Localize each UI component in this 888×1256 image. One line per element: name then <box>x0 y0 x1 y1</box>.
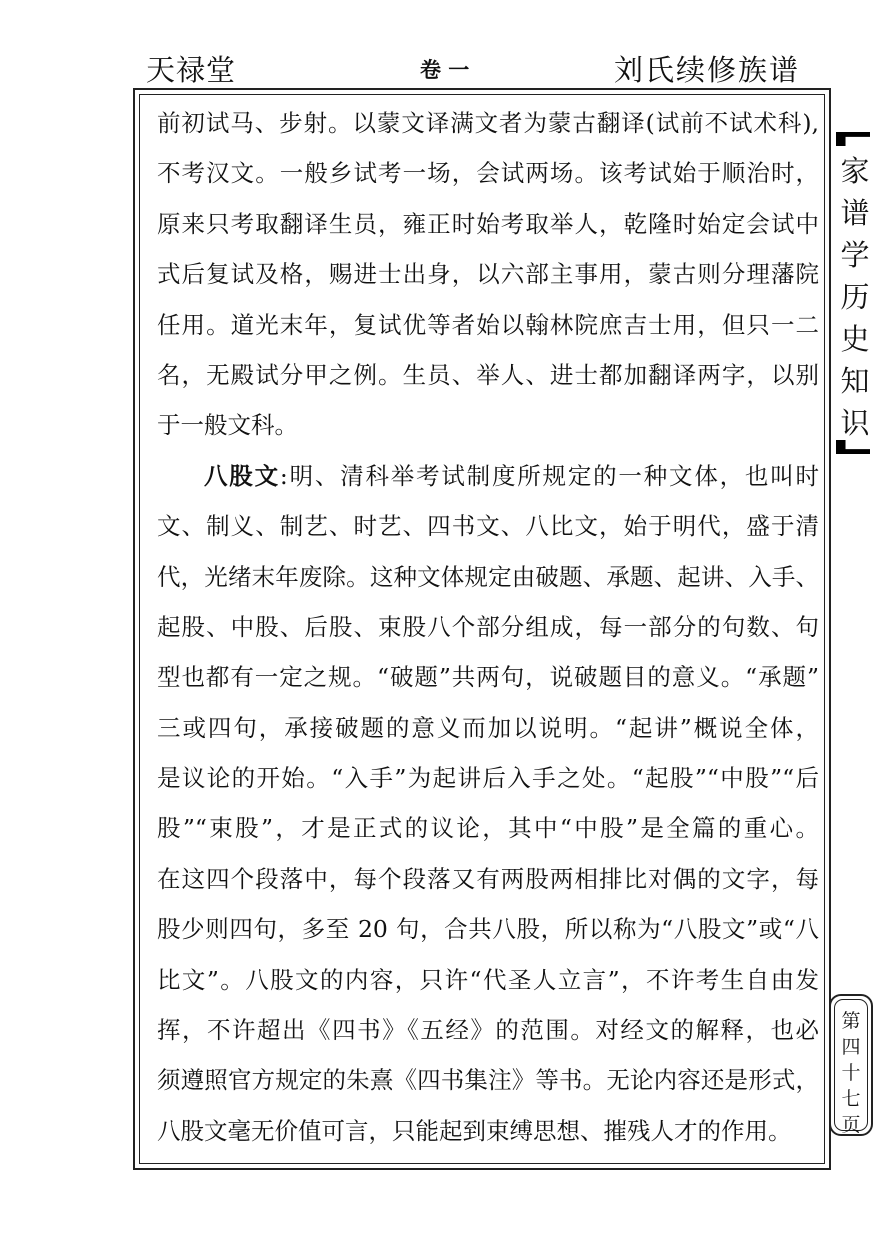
definition-text: :明、清科举考试制度所规定的一种文体，也叫时 <box>279 461 820 490</box>
side-title-char: 知 <box>840 364 870 398</box>
text-line: 代，光绪末年废除。这种文体规定由破题、承题、起讲、入手、 <box>157 562 819 591</box>
text-line: 股”“束股”，才是正式的议论，其中“中股”是全篇的重心。 <box>157 814 819 843</box>
side-title-char: 史 <box>840 322 870 356</box>
text-line: 股少则四句，多至 20 句，合共八股，所以称为“八股文”或“八 <box>157 915 819 944</box>
body-text <box>157 98 819 1156</box>
text-line: 名，无殿试分甲之例。生员、举人、进士都加翻译两字，以别 <box>157 360 819 389</box>
text-line: 八股文毫无价值可言，只能起到束缚思想、摧残人才的作用。 <box>157 1116 792 1145</box>
text-line: 文、制义、制艺、时艺、四书文、八比文，始于明代，盛于清 <box>157 512 819 541</box>
text-line: 型也都有一定之规。“破题”共两句，说破题目的意义。“承题” <box>157 663 819 692</box>
side-title-open-bracket <box>836 132 870 146</box>
side-title-char: 识 <box>840 406 870 440</box>
text-line: 不考汉文。一般乡试考一场，会试两场。该考试始于顺治时， <box>157 159 819 188</box>
page-number-char: 七 <box>841 1088 861 1110</box>
side-title-char: 家 <box>840 154 870 188</box>
page-number-char: 第 <box>841 1010 861 1032</box>
text-line: 是议论的开始。“入手”为起讲后入手之处。“起股”“中股”“后 <box>157 764 819 793</box>
volume-label: 卷 一 <box>420 57 470 82</box>
genealogy-title: 刘氏续修族谱 <box>614 53 801 87</box>
text-line: 挥，不许超出《四书》《五经》的范围。对经文的解释，也必 <box>157 1016 819 1045</box>
text-line: 在这四个段落中，每个段落又有两股两相排比对偶的文字，每 <box>157 864 819 893</box>
side-title-char: 历 <box>840 280 870 314</box>
hall-name: 天禄堂 <box>146 53 237 87</box>
text-line: 起股、中股、后股、束股八个部分组成，每一部分的句数、句 <box>157 612 819 641</box>
text-line: 于一般文科。 <box>157 411 298 440</box>
page-number-tab <box>829 994 873 1136</box>
text-line: 式后复试及格，赐进士出身，以六部主事用，蒙古则分理藩院 <box>157 260 819 289</box>
side-title-char: 谱 <box>840 196 870 230</box>
text-line: 原来只考取翻译生员，雍正时始考取举人，乾隆时始定会试中 <box>157 209 819 238</box>
text-line: 须遵照官方规定的朱熹《四书集注》等书。无论内容还是形式， <box>157 1066 819 1095</box>
text-line: 任用。道光末年，复试优等者始以翰林院庶吉士用，但只一二 <box>157 310 819 339</box>
term-heading: 八股文 <box>204 461 280 490</box>
text-line: 比文”。八股文的内容，只许“代圣人立言”，不许考生自由发 <box>157 965 819 994</box>
page-number-char: 十 <box>841 1062 861 1084</box>
side-title-char: 学 <box>840 238 870 272</box>
page-number-char: 四 <box>841 1036 861 1058</box>
side-section-title <box>838 150 872 444</box>
paragraph-start <box>157 451 819 501</box>
text-line: 三或四句，承接破题的意义而加以说明。“起讲”概说全体， <box>157 713 819 742</box>
page-number <box>831 1008 871 1138</box>
text-line: 前初试马、步射。以蒙文译满文者为蒙古翻译(试前不试术科), <box>157 109 819 137</box>
page-header <box>0 48 888 88</box>
page-number-char: 页 <box>841 1114 861 1136</box>
